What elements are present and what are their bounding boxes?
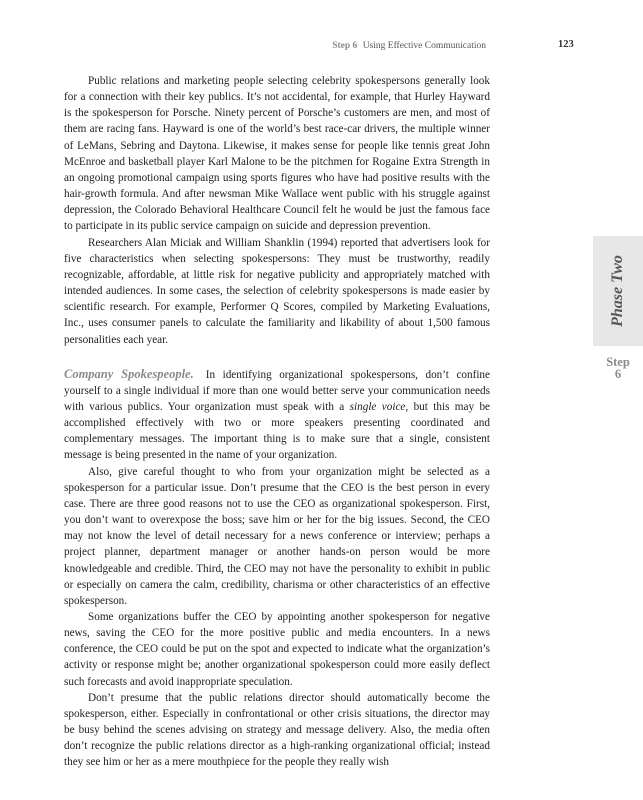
running-head-step: Step 6 <box>332 41 358 51</box>
phase-label: Phase Two <box>609 255 626 327</box>
emphasis-single-voice: single voice, <box>349 400 409 413</box>
paragraph-researchers: Researchers Alan Miciak and William Shanklin (1994) reported that advertisers look for five characteristics when selecting spokespersons: They must be trustworthy, readily recognizable, affordable, at little risk for negative publicity and appropriately matched with intended audiences. In some cases, the selection of celebrity spokespersons is made easier by scientific research. For example, Performer Q Scores, compiled by Marketing Evaluations, Inc., uses consumer panels to calculate the familiarity and likability of about 1,500 famous personalities each year. <box>64 236 490 346</box>
page-number: 123 <box>558 39 574 50</box>
step-tab-number: 6 <box>614 367 622 381</box>
phase-tab <box>593 236 643 346</box>
step-tab-word: Step <box>606 355 630 369</box>
paragraph-buffer-ceo: Some organizations buffer the CEO by appointing another spokesperson for negative news, saving the CEO for the more positive public and media encounters. In a news conference, the CEO could be put on the spot and expected to indicate what the organization’s activity or response might be; another organizational spokesperson could more easily deflect such forecasts and avoid inappropriate speculation. <box>64 611 490 688</box>
section-heading: Company Spokespeople. <box>64 366 194 381</box>
paragraph-text-part-2: but this may be accomplished effectively with two or more speakers presenting coordinated and complementary messages. The important thing is to make sure that a single, consistent message is being presented in the name of your organization. <box>64 400 491 462</box>
step-tab <box>593 356 643 380</box>
running-head-chapter-title: Using Effective Communication <box>362 41 486 51</box>
paragraph-ceo-selection: Also, give careful thought to who from your organization might be selected as a spokesperson for a particular issue. Don’t presume that the CEO is the best person in every case. There are three good reasons not to use the CEO as organizational spokesperson. First, you don’t want to overexpose the boss; save him or her for the big issues. Second, the CEO may not know the level of detail necessary for a news conference or interview; perhaps a project planner, department manager or another hands-on person would be more knowledgeable and credible. Third, the CEO may not have the personality to exhibit in public or especially on camera the calm, credibility, charisma or other characteristics of an effective spokesperson. <box>64 465 490 607</box>
running-head <box>326 41 486 51</box>
paragraph-celebrity-spokespersons: Public relations and marketing people selecting celebrity spokespersons generally look for a connection with their key publics. It’s not accidental, for example, that Hurley Hayward is the spokesperson for Porsche. Ninety percent of Porsche’s customers are men, and most of them are racing fans. Hayward is one of the world’s best race-car drivers, the multiple winner of LeMans, Sebring and Daytona. Likewise, it makes sense for people like tennis great John McEnroe and basketball player Karl Malone to be the pitchmen for Rogaine Extra Strength in an ongoing promotional campaign using sports figures who have had positive results with the hair-growth formula. And after newsman Mike Wallace went public with his struggle against depression, the Colorado Behavioral Healthcare Council felt he would be just the famous face to participate in its public service campaign on suicide and depression prevention. <box>64 75 490 233</box>
paragraph-pr-director: Don’t presume that the public relations director should automatically become the spokesperson, either. Especially in confrontational or other crisis situations, the director may be busy behind the scenes advising on strategy and message delivery. Also, the media often don’t recognize the public relations director as a high-ranking organizational official; instead they see him or her as a mere mouthpiece for the people they really wish <box>64 691 490 769</box>
body-text <box>64 73 490 771</box>
paragraph-company-spokespeople <box>64 366 490 464</box>
paragraph-text-part-1: In identifying organizational spokespersons, don’t confine yourself to a single individual if more than one would better serve your communication needs with various publics. Your organization must speak with a <box>64 368 490 413</box>
